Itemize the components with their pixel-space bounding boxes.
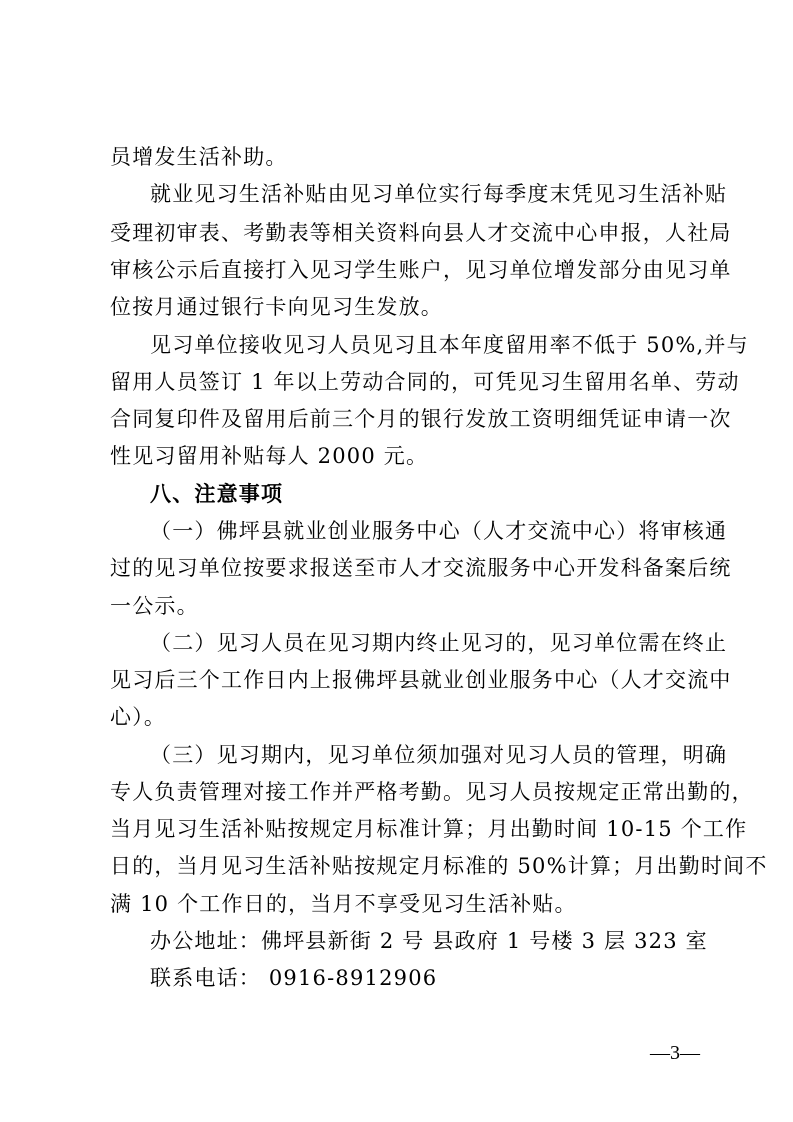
paragraph-retention-first-line: 见习单位接收见习人员见习且本年度留用率不低于 50%,并与 <box>150 333 749 357</box>
text-line: 专人负责管理对接工作并严格考勤。见习人员按规定正常出勤的， <box>110 780 754 804</box>
note-item-3: （三）见习期内，见习单位须加强对见习人员的管理，明确 <box>150 743 728 767</box>
section-heading-notes: 八、注意事项 <box>150 482 284 506</box>
text-line: 日的，当月见习生活补贴按规定月标准的 50%计算；月出勤时间不 <box>110 854 768 878</box>
page-number: —3— <box>650 1042 700 1064</box>
text-line: 过的见习单位按要求报送至市人才交流服务中心开发科备案后统 <box>110 556 732 580</box>
text-line: 员增发生活补助。 <box>110 145 288 169</box>
office-address: 办公地址：佛坪县新街 2 号 县政府 1 号楼 3 层 323 室 <box>150 929 708 953</box>
text-line: 见习后三个工作日内上报佛坪县就业创业服务中心（人才交流中 <box>110 668 732 692</box>
text-line: 满 10 个工作日的，当月不享受见习生活补贴。 <box>110 892 577 916</box>
text-line: 审核公示后直接打入见习学生账户，见习单位增发部分由见习单 <box>110 258 732 282</box>
text-line: 当月见习生活补贴按规定月标准计算；月出勤时间 10-15 个工作 <box>110 817 748 841</box>
text-line: 受理初审表、考勤表等相关资料向县人才交流中心申报，人社局 <box>110 221 732 245</box>
text-line: 合同复印件及留用后前三个月的银行发放工资明细凭证申请一次 <box>110 407 732 431</box>
text-line: 留用人员签订 1 年以上劳动合同的，可凭见习生留用名单、劳动 <box>110 370 740 394</box>
text-line: 一公示。 <box>110 594 199 618</box>
text-line: 位按月通过银行卡向见习生发放。 <box>110 295 443 319</box>
text-line: 心）。 <box>110 705 167 729</box>
note-item-1: （一）佛坪县就业创业服务中心（人才交流中心）将审核通 <box>150 519 728 543</box>
text-line: 性见习留用补贴每人 2000 元。 <box>110 444 429 468</box>
note-item-2: （二）见习人员在见习期内终止见习的，见习单位需在终止 <box>150 631 728 655</box>
contact-phone: 联系电话： 0916-8912906 <box>150 966 438 990</box>
paragraph-subsidy-first-line: 就业见习生活补贴由见习单位实行每季度末凭见习生活补贴 <box>150 182 728 206</box>
